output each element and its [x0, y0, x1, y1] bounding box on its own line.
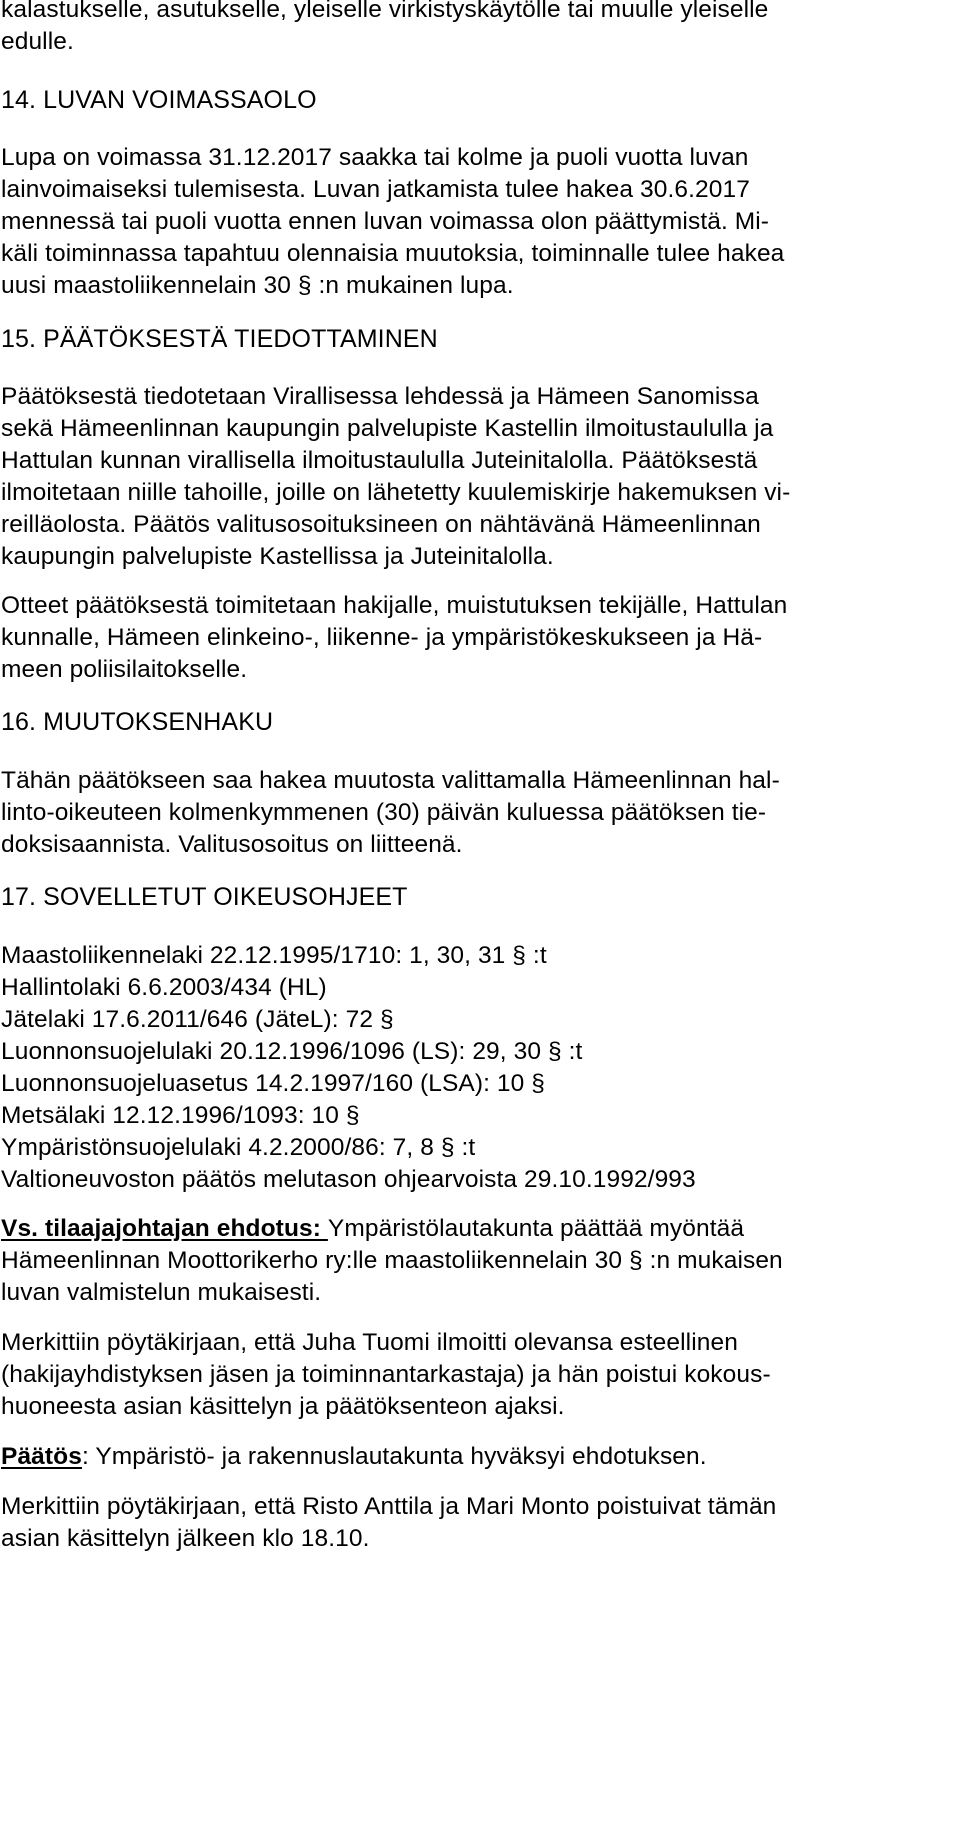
- intro-line-1: kalastukselle, asutukselle, yleiselle virkistyskäytölle tai muulle yleiselle: [1, 0, 769, 23]
- section-16-line-3: doksisaannista. Valitusosoitus on liitteenä.: [1, 831, 463, 858]
- section-15-p1-line-4: ilmoitetaan niille tahoille, joille on lähetetty kuulemiskirje hakemuksen vi-: [1, 479, 791, 506]
- section-15-heading: 15. PÄÄTÖKSESTÄ TIEDOTTAMINEN: [1, 325, 438, 353]
- decision-label: Päätös: [1, 1443, 82, 1470]
- section-16-line-2: linto-oikeuteen kolmenkymmenen (30) päivän kuluessa päätöksen tie-: [1, 799, 767, 826]
- decision-line: [1, 1441, 707, 1473]
- proposal-line-1-text: Ympäristölautakunta päättää myöntää: [327, 1215, 745, 1242]
- section-15-p1-line-5: reilläolosta. Päätös valitusosoituksineen on nähtävänä Hämeenlinnan: [1, 511, 761, 538]
- law-item: Luonnonsuojeluasetus 14.2.1997/160 (LSA): 10 §: [1, 1070, 546, 1097]
- section-15-p1-line-1: Päätöksestä tiedotetaan Virallisessa lehdessä ja Hämeen Sanomissa: [1, 383, 759, 410]
- section-14-line-3: mennessä tai puoli vuotta ennen luvan voimassa olon päättymistä. Mi-: [1, 208, 770, 235]
- section-14-line-2: lainvoimaiseksi tulemisesta. Luvan jatkamista tulee hakea 30.6.2017: [1, 176, 750, 203]
- law-item: Luonnonsuojelulaki 20.12.1996/1096 (LS): 29, 30 § :t: [1, 1038, 583, 1065]
- section-14-line-4: käli toiminnassa tapahtuu olennaisia muutoksia, toiminnalle tulee hakea: [1, 240, 785, 267]
- section-17-heading: 17. SOVELLETUT OIKEUSOHJEET: [1, 883, 408, 911]
- law-item: Valtioneuvoston päätös melutason ohjearvoista 29.10.1992/993: [1, 1166, 696, 1193]
- law-item: Ympäristönsuojelulaki 4.2.2000/86: 7, 8 § :t: [1, 1134, 476, 1161]
- proposal-line-2: Hämeenlinnan Moottorikerho ry:lle maastoliikennelain 30 § :n mukaisen: [1, 1247, 783, 1274]
- law-item: Jätelaki 17.6.2011/646 (JäteL): 72 §: [1, 1006, 394, 1033]
- section-14-line-1: Lupa on voimassa 31.12.2017 saakka tai kolme ja puoli vuotta luvan: [1, 144, 749, 171]
- proposal-line-1: [1, 1213, 744, 1245]
- section-15-p2-line-1: Otteet päätöksestä toimitetaan hakijalle, muistutuksen tekijälle, Hattulan: [1, 592, 788, 619]
- minutes-1-line-3: huoneesta asian käsittelyn ja päätöksenteon ajaksi.: [1, 1393, 565, 1420]
- decision-text: : Ympäristö- ja rakennuslautakunta hyväksyi ehdotuksen.: [81, 1443, 707, 1470]
- proposal-line-3: luvan valmistelun mukaisesti.: [1, 1279, 322, 1306]
- intro-line-2: edulle.: [1, 28, 74, 55]
- minutes-1-line-2: (hakijayhdistyksen jäsen ja toiminnantarkastaja) ja hän poistui kokous-: [1, 1361, 771, 1388]
- minutes-2-line-2: asian käsittelyn jälkeen klo 18.10.: [1, 1525, 370, 1552]
- section-15-p2-line-3: meen poliisilaitokselle.: [1, 656, 248, 683]
- law-item: Metsälaki 12.12.1996/1093: 10 §: [1, 1102, 360, 1129]
- section-15-p1-line-3: Hattulan kunnan virallisella ilmoitustaululla Juteinitalolla. Päätöksestä: [1, 447, 758, 474]
- section-16-heading: 16. MUUTOKSENHAKU: [1, 708, 274, 736]
- minutes-2-line-1: Merkittiin pöytäkirjaan, että Risto Anttila ja Mari Monto poistuivat tämän: [1, 1493, 777, 1520]
- section-16-line-1: Tähän päätökseen saa hakea muutosta valittamalla Hämeenlinnan hal-: [1, 767, 780, 794]
- section-14-heading: 14. LUVAN VOIMASSAOLO: [1, 86, 317, 114]
- minutes-1-line-1: Merkittiin pöytäkirjaan, että Juha Tuomi ilmoitti olevansa esteellinen: [1, 1329, 738, 1356]
- law-item: Maastoliikennelaki 22.12.1995/1710: 1, 30, 31 § :t: [1, 942, 547, 969]
- proposal-label: Vs. tilaajajohtajan ehdotus:: [1, 1215, 328, 1242]
- section-15-p1-line-2: sekä Hämeenlinnan kaupungin palvelupiste Kastellin ilmoitustaululla ja: [1, 415, 774, 442]
- section-15-p1-line-6: kaupungin palvelupiste Kastellissa ja Juteinitalolla.: [1, 543, 554, 570]
- section-15-p2-line-2: kunnalle, Hämeen elinkeino-, liikenne- ja ympäristökeskukseen ja Hä-: [1, 624, 763, 651]
- section-14-line-5: uusi maastoliikennelain 30 § :n mukainen lupa.: [1, 272, 514, 299]
- law-item: Hallintolaki 6.6.2003/434 (HL): [1, 974, 327, 1001]
